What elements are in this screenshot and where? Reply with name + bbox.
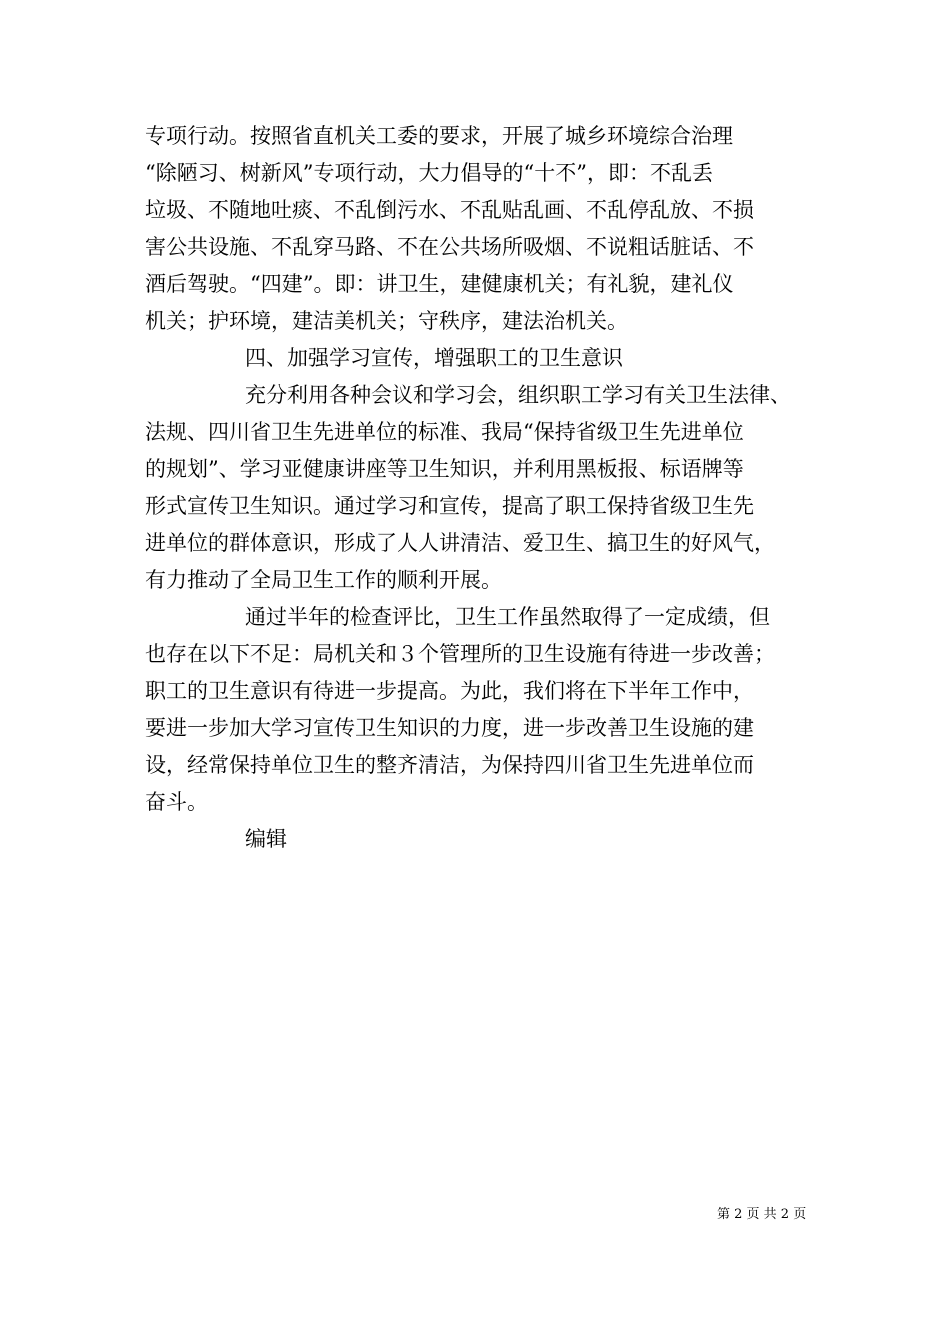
paragraph-line: 的规划”、学习亚健康讲座等卫生知识，并利用黑板报、标语牌等	[145, 457, 744, 481]
document-body	[145, 118, 825, 858]
paragraph-line: 充分利用各种会议和学习会，组织职工学习有关卫生法律、	[245, 383, 791, 407]
paragraph-line: 形式宣传卫生知识。通过学习和宣传，提高了职工保持省级卫生先	[145, 494, 754, 518]
paragraph-line: 酒后驾驶。“四建”。即：讲卫生，建健康机关；有礼貌，建礼仪	[145, 272, 734, 296]
paragraph-line: 有力推动了全局卫生工作的顺利开展。	[145, 568, 502, 592]
paragraph-line: 专项行动。按照省直机关工委的要求，开展了城乡环境综合治理	[145, 124, 733, 148]
page-footer: 第 2 页 共 2 页	[717, 1207, 807, 1222]
paragraph-line: 也存在以下不足：局机关和３个管理所的卫生设施有待进一步改善；	[145, 642, 775, 666]
paragraph-line: 职工的卫生意识有待进一步提高。为此，我们将在下半年工作中，	[145, 679, 754, 703]
paragraph-line: 要进一步加大学习宣传卫生知识的力度，进一步改善卫生设施的建	[145, 716, 754, 740]
paragraph-line: 进单位的群体意识，形成了人人讲清洁、爱卫生、搞卫生的好风气，	[145, 531, 775, 555]
paragraph-line: 法规、四川省卫生先进单位的标准、我局“保持省级卫生先进单位	[145, 420, 744, 444]
paragraph-line: 设，经常保持单位卫生的整齐清洁，为保持四川省卫生先进单位而	[145, 753, 754, 777]
paragraph-line: “除陋习、树新风”专项行动，大力倡导的“十不”，即：不乱丢	[145, 161, 713, 185]
editor-note: 编辑	[245, 827, 287, 851]
paragraph-line: 通过半年的检查评比，卫生工作虽然取得了一定成绩，但	[245, 605, 770, 629]
section-heading: 四、加强学习宣传，增强职工的卫生意识	[245, 346, 623, 370]
paragraph-line: 奋斗。	[145, 790, 208, 814]
paragraph-line: 害公共设施、不乱穿马路、不在公共场所吸烟、不说粗话脏话、不	[145, 235, 754, 259]
paragraph-line: 机关；护环境，建洁美机关；守秩序，建法治机关。	[145, 309, 628, 333]
paragraph-line: 垃圾、不随地吐痰、不乱倒污水、不乱贴乱画、不乱停乱放、不损	[145, 198, 754, 222]
